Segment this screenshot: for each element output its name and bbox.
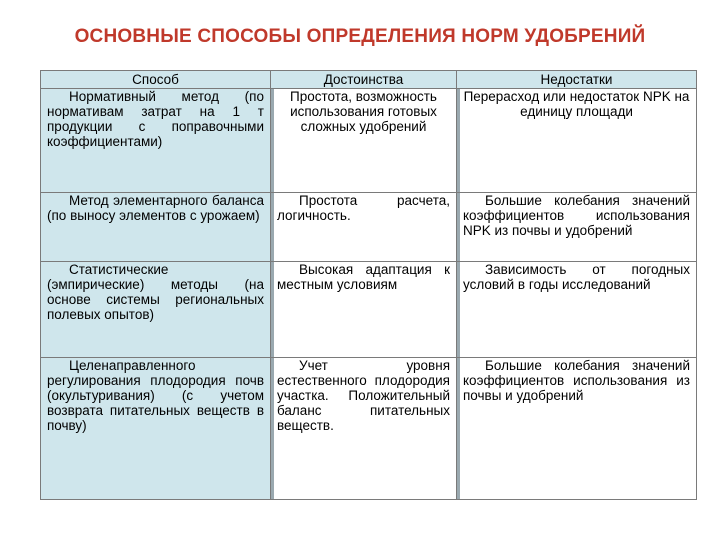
header-advantages: Достоинства [271,71,457,89]
method-cell: Метод элементарного баланса (по выносу элементов с урожаем) [41,193,271,262]
table-header-row [41,71,697,89]
advantages-cell: Простота расчета, логичность. [271,193,457,262]
method-cell: Статистические (эмпирические) методы (на основе системы региональных полевых опытов) [41,262,271,358]
method-cell: Целенаправленного регулирования плодородия почв (окультуривания) (с учетом возврата питательных веществ в почву) [41,358,271,500]
table-row [41,193,697,262]
header-method: Способ [41,71,271,89]
page-title: ОСНОВНЫЕ СПОСОБЫ ОПРЕДЕЛЕНИЯ НОРМ УДОБРЕНИЙ [74,26,646,47]
advantages-cell: Высокая адаптация к местным условиям [271,262,457,358]
advantages-cell: Простота, возможность использования готовых сложных удобрений [271,89,457,193]
table-row [41,89,697,193]
disadvantages-cell: Перерасход или недостаток NPK на единицу площади [457,89,697,193]
disadvantages-cell: Большие колебания значений коэффициентов использования из почвы и удобрений [457,358,697,500]
method-cell: Нормативный метод (по нормативам затрат на 1 т продукции с поправочными коэффициентами) [41,89,271,193]
advantages-cell: Учет уровня естественного плодородия участка. Положительный баланс питательных веществ. [271,358,457,500]
disadvantages-cell: Зависимость от погодных условий в годы исследований [457,262,697,358]
table-row [41,358,697,500]
header-disadvantages: Недостатки [457,71,697,89]
disadvantages-cell: Большие колебания значений коэффициентов использования NPK из почвы и удобрений [457,193,697,262]
table-row [41,262,697,358]
methods-table [40,70,697,500]
